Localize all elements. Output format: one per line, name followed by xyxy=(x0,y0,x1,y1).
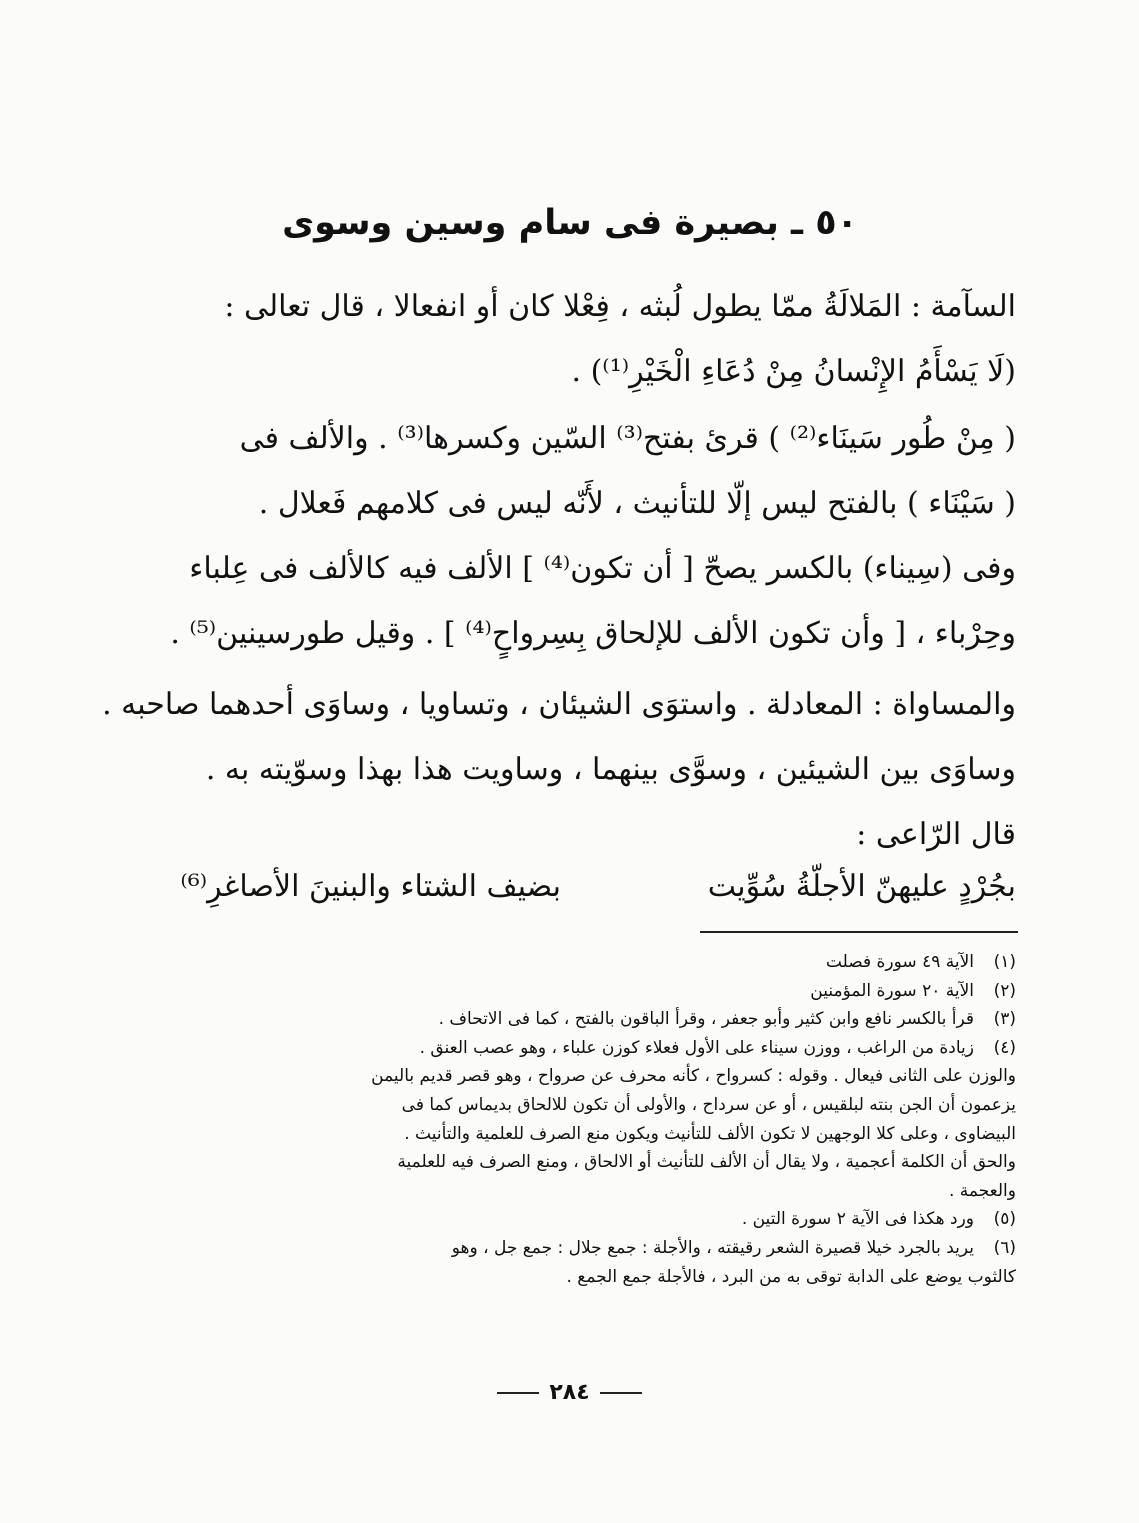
footnote-4 xyxy=(146,1034,1016,1063)
footnote-4-continued xyxy=(146,1148,1016,1177)
footnote-text: يريد بالجرد خيلا قصيرة الشعر رقيقته ، والأجلة : جمع جلال : جمع جل ، وهو xyxy=(451,1237,974,1258)
text-line: وحِرْباء ، [ وأن تكون الألف للإلحاق بِسِرواحٍ⁽⁴⁾ ] . وقيل طورسينين⁽⁵⁾ . xyxy=(170,616,1016,651)
footnote-4-continued xyxy=(146,1091,1016,1120)
dash-left xyxy=(497,1392,539,1394)
footnote-text: الآية ٢٠ سورة المؤمنين xyxy=(810,980,974,1001)
poem-verse xyxy=(156,856,1016,918)
section-title: ٥٠ ـ بصيرة فى سام وسين وسوى xyxy=(282,203,858,243)
footnote-2 xyxy=(146,977,1016,1006)
text-line: السآمة : المَلالَةُ ممّا يطول لُبثه ، فِعْلا كان أو انفعالا ، قال تعالى : xyxy=(224,289,1016,324)
footnote-number: (٥) xyxy=(993,1209,1016,1230)
footnote-3 xyxy=(146,1005,1016,1034)
paragraph-saama xyxy=(156,274,1016,404)
footnote-number: (٦) xyxy=(993,1237,1016,1258)
footnote-number: (٢) xyxy=(993,980,1016,1001)
footnote-4-continued xyxy=(146,1120,1016,1149)
footnote-4-continued xyxy=(146,1062,1016,1091)
text-line: (لَا يَسْأَمُ الإِنْسانُ مِنْ دُعَاءِ الْخَيْرِ⁽¹⁾) . xyxy=(571,354,1016,389)
footnote-number: (٣) xyxy=(993,1009,1016,1030)
footnote-text: قرأ بالكسر نافع وابن كثير وأبو جعفر ، وقرأ الباقون بالفتح ، كما فى الاتحاف . xyxy=(438,1009,974,1030)
page-number xyxy=(0,1380,1139,1405)
page-number-text: ٢٨٤ xyxy=(549,1380,590,1405)
footnote-text: البيضاوى ، وعلى كلا الوجهين لا تكون الألف للتأنيث ويكون منع الصرف للعلمية والتأنيث . xyxy=(404,1123,1016,1144)
footnote-1 xyxy=(146,948,1016,977)
poem-hemistich-second: بضيف الشتاء والبنينَ الأصاغرِ⁽⁶⁾ xyxy=(180,869,561,904)
footnote-text: والعجمة . xyxy=(948,1180,1016,1201)
footnote-text: يزعمون أن الجن بنته لبلقيس ، أو عن سرداح ، والأولى أن تكون للالحاق بديماس كما فى xyxy=(401,1094,1016,1115)
footnote-text: والحق أن الكلمة أعجمية ، ولا يقال أن الألف للتأنيث أو الالحاق ، ومنع الصرف فيه للعلمية xyxy=(397,1152,1016,1173)
dash-right xyxy=(600,1392,642,1394)
footnote-text: ورد هكذا فى الآية ٢ سورة التين . xyxy=(741,1209,974,1230)
poem-hemistich-first: بجُرْدٍ عليهنّ الأجلّةُ سُوِّيت xyxy=(707,869,1016,904)
paragraph-musawah xyxy=(102,672,1016,867)
text-line: وفى (سِيناء) بالكسر يصحّ [ أن تكون⁽⁴⁾ ] الألف فيه كالألف فى عِلباء xyxy=(189,551,1016,586)
text-line: وساوَى بين الشيئين ، وسوَّى بينهما ، وساويت هذا بهذا وسوّيته به . xyxy=(205,752,1016,787)
text-line: قال الرّاعى : xyxy=(856,817,1016,852)
footnote-5 xyxy=(146,1205,1016,1234)
paragraph-sinaa xyxy=(156,406,1016,666)
footnote-6 xyxy=(146,1234,1016,1263)
footnotes xyxy=(146,948,1016,1291)
text-line: ( مِنْ طُور سَينَاء⁽²⁾ ) قرئ بفتح⁽³⁾ السّين وكسرها⁽³⁾ . والألف فى xyxy=(239,421,1016,456)
text-line: والمساواة : المعادلة . واستوَى الشيئان ، وتساويا ، وساوَى أحدهما صاحبه . xyxy=(102,687,1016,722)
footnote-6-continued xyxy=(146,1263,1016,1292)
text-line: ( سَيْنَاء ) بالفتح ليس إلّا للتأنيث ، لأَنّه ليس فى كلامهم فَعلال . xyxy=(258,486,1016,521)
footnote-number: (١) xyxy=(993,952,1016,972)
footnote-4-continued xyxy=(146,1177,1016,1206)
footnote-text: كالثوب يوضع على الدابة توقى به من البرد ، فالأجلة جمع الجمع . xyxy=(566,1266,1016,1287)
footnote-number: (٤) xyxy=(993,1037,1016,1058)
footnote-text: والوزن على الثانى فيعال . وقوله : كسرواح ، كأنه محرف عن صرواح ، وهو قصر قديم باليمن xyxy=(371,1066,1016,1087)
footnote-divider xyxy=(700,931,1018,933)
footnote-text: زيادة من الراغب ، ووزن سيناء على الأول فعلاء كوزن علباء ، وهو عصب العنق . xyxy=(419,1037,974,1058)
footnote-text: الآية ٤٩ سورة فصلت xyxy=(825,952,974,972)
